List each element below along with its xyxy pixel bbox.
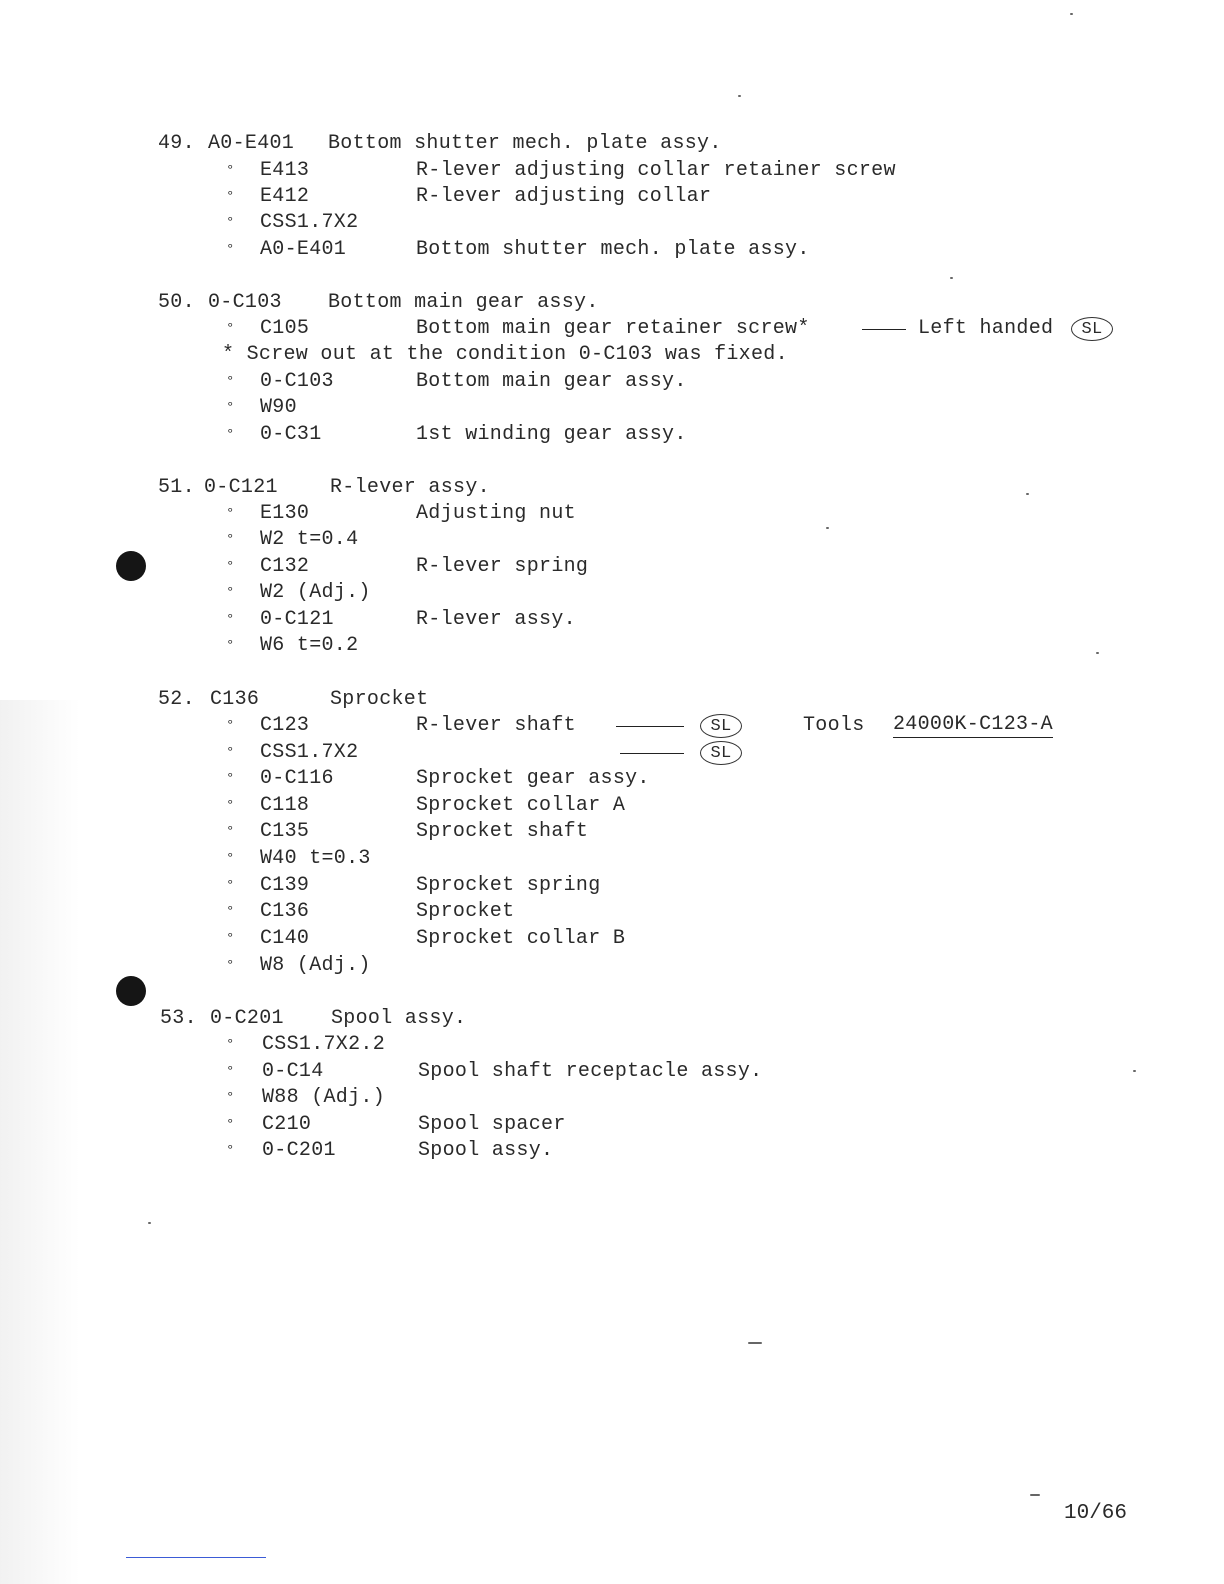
part-code: C118: [260, 794, 310, 817]
part-code: 0-C121: [260, 608, 334, 631]
scan-speck: [738, 95, 741, 97]
assembly-title: Sprocket: [330, 688, 429, 711]
part-description: Sprocket spring: [416, 874, 601, 897]
assembly-code: A0-E401: [208, 132, 295, 155]
part-code: C135: [260, 820, 310, 843]
punch-hole-icon: [116, 551, 146, 581]
bullet-icon: °: [226, 506, 235, 522]
page-edge-line: [126, 1557, 266, 1558]
part-description: Bottom shutter mech. plate assy.: [416, 238, 810, 261]
scan-speck: [950, 277, 953, 279]
part-code: W6 t=0.2: [260, 634, 359, 657]
part-description: Spool assy.: [418, 1139, 554, 1162]
part-code: CSS1.7X2: [260, 741, 359, 764]
bullet-icon: °: [226, 771, 235, 787]
bullet-icon: °: [226, 532, 235, 548]
scan-speck: [1133, 1070, 1136, 1072]
bullet-icon: °: [226, 904, 235, 920]
part-code: C105: [260, 317, 310, 340]
part-code: W2 t=0.4: [260, 528, 359, 551]
section-number: 49.: [158, 132, 195, 155]
assembly-title: Spool assy.: [331, 1007, 467, 1030]
bullet-icon: °: [226, 1143, 235, 1159]
part-code: 0-C31: [260, 423, 322, 446]
part-description: Adjusting nut: [416, 502, 576, 525]
tools-label: Tools: [803, 714, 865, 737]
bullet-icon: °: [226, 215, 235, 231]
section-number: 53.: [160, 1007, 197, 1030]
part-code: W2 (Adj.): [260, 581, 371, 604]
part-description: Sprocket: [416, 900, 515, 923]
scan-shadow: [0, 700, 80, 1584]
bullet-icon: °: [226, 242, 235, 258]
part-code: E413: [260, 159, 310, 182]
part-description: R-lever assy.: [416, 608, 576, 631]
scan-speck: [1030, 1494, 1040, 1496]
bullet-icon: °: [226, 163, 235, 179]
tools-code: 24000K-C123-A: [893, 713, 1053, 736]
assembly-title: Bottom main gear assy.: [328, 291, 599, 314]
part-code: 0-C14: [262, 1060, 324, 1083]
leader-line: [620, 753, 684, 754]
page-number: 10/66: [1064, 1502, 1128, 1525]
bullet-icon: °: [226, 1090, 235, 1106]
bullet-icon: °: [226, 798, 235, 814]
part-description: Bottom main gear retainer screw*: [416, 317, 810, 340]
bullet-icon: °: [226, 1064, 235, 1080]
part-description: Bottom main gear assy.: [416, 370, 687, 393]
sl-mark-icon: SL: [700, 741, 742, 765]
bullet-icon: °: [226, 189, 235, 205]
part-code: C132: [260, 555, 310, 578]
part-code: 0-C103: [260, 370, 334, 393]
part-code: W40 t=0.3: [260, 847, 371, 870]
bullet-icon: °: [226, 851, 235, 867]
bullet-icon: °: [226, 400, 235, 416]
sl-mark-icon: SL: [700, 714, 742, 738]
leader-line: [862, 329, 906, 330]
left-handed-label: Left handed: [918, 317, 1054, 340]
part-code: C140: [260, 927, 310, 950]
section-number: 51.: [158, 476, 195, 499]
part-description: Sprocket shaft: [416, 820, 589, 843]
bullet-icon: °: [226, 824, 235, 840]
part-code: 0-C116: [260, 767, 334, 790]
scan-speck: [826, 527, 829, 529]
part-description: Sprocket collar A: [416, 794, 626, 817]
part-code: CSS1.7X2.2: [262, 1033, 386, 1056]
part-code: C210: [262, 1113, 312, 1136]
bullet-icon: °: [226, 1117, 235, 1133]
bullet-icon: °: [226, 427, 235, 443]
part-description: 1st winding gear assy.: [416, 423, 687, 446]
footnote: * Screw out at the condition 0-C103 was fixed.: [222, 343, 788, 366]
part-code: C139: [260, 874, 310, 897]
bullet-icon: °: [226, 931, 235, 947]
part-description: R-lever spring: [416, 555, 589, 578]
part-code: W8 (Adj.): [260, 954, 371, 977]
part-code: W90: [260, 396, 297, 419]
bullet-icon: °: [226, 745, 235, 761]
assembly-code: C136: [210, 688, 260, 711]
bullet-icon: °: [226, 878, 235, 894]
part-code: C123: [260, 714, 310, 737]
bullet-icon: °: [226, 958, 235, 974]
assembly-code: 0-C201: [210, 1007, 284, 1030]
punch-hole-icon: [116, 976, 146, 1006]
part-description: R-lever adjusting collar: [416, 185, 712, 208]
assembly-code: 0-C103: [208, 291, 282, 314]
bullet-icon: °: [226, 321, 235, 337]
leader-line: [616, 726, 684, 727]
bullet-icon: °: [226, 1037, 235, 1053]
section-number: 50.: [158, 291, 195, 314]
part-description: R-lever adjusting collar retainer screw: [416, 159, 896, 182]
part-code: 0-C201: [262, 1139, 336, 1162]
part-description: Sprocket gear assy.: [416, 767, 650, 790]
assembly-title: Bottom shutter mech. plate assy.: [328, 132, 722, 155]
scan-speck: [1070, 13, 1073, 15]
scan-speck: [148, 1222, 151, 1224]
bullet-icon: °: [226, 585, 235, 601]
scan-speck: [1026, 493, 1029, 495]
sl-mark-icon: SL: [1071, 317, 1113, 341]
bullet-icon: °: [226, 718, 235, 734]
bullet-icon: °: [226, 374, 235, 390]
part-description: Spool shaft receptacle assy.: [418, 1060, 763, 1083]
assembly-code: 0-C121: [204, 476, 278, 499]
assembly-title: R-lever assy.: [330, 476, 490, 499]
part-code: C136: [260, 900, 310, 923]
section-number: 52.: [158, 688, 195, 711]
part-code: E412: [260, 185, 310, 208]
bullet-icon: °: [226, 559, 235, 575]
bullet-icon: °: [226, 638, 235, 654]
part-code: E130: [260, 502, 310, 525]
scan-speck: [748, 1342, 762, 1344]
part-code: W88 (Adj.): [262, 1086, 386, 1109]
scan-speck: [1096, 652, 1099, 654]
part-description: Sprocket collar B: [416, 927, 626, 950]
bullet-icon: °: [226, 612, 235, 628]
part-description: R-lever shaft: [416, 714, 576, 737]
part-code: CSS1.7X2: [260, 211, 359, 234]
part-description: Spool spacer: [418, 1113, 566, 1136]
part-code: A0-E401: [260, 238, 347, 261]
